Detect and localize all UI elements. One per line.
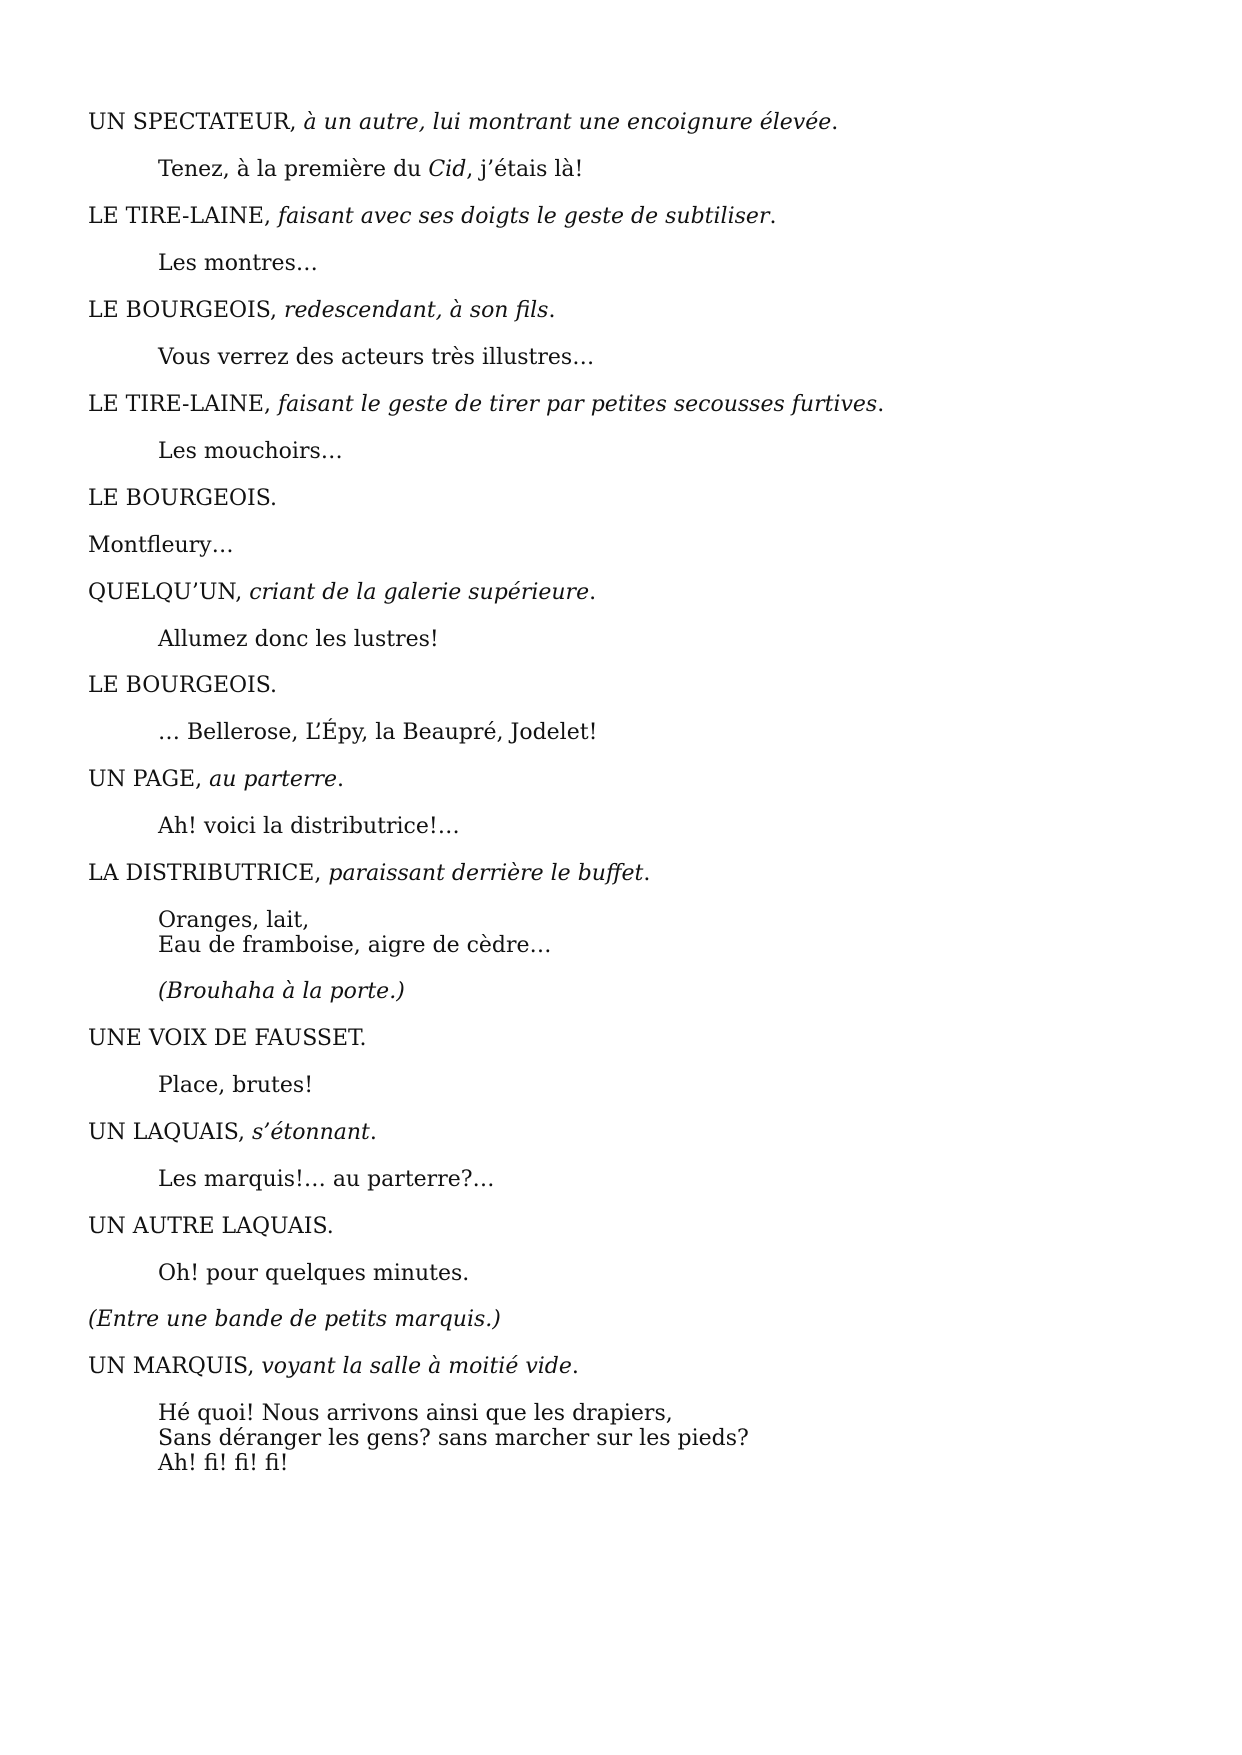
speaker-line: LE BOURGEOIS.	[88, 673, 278, 698]
dialogue-line: Ah! fi! fi! fi!	[158, 1451, 289, 1476]
speaker-line: UN MARQUIS, voyant la salle à moitié vide.	[88, 1354, 579, 1379]
speaker-line: LE BOURGEOIS.	[88, 486, 278, 511]
stage-direction: faisant le geste de tirer par petites secousses furtives	[278, 392, 878, 417]
speaker-name: UN LAQUAIS	[88, 1120, 239, 1145]
speaker-line: QUELQU’UN, criant de la galerie supérieure.	[88, 580, 597, 605]
stage-direction: faisant avec ses doigts le geste de subtiliser	[278, 204, 770, 229]
dialogue-line: … Bellerose, L’Épy, la Beaupré, Jodelet!	[158, 720, 598, 745]
speaker-line: UN LAQUAIS, s’étonnant.	[88, 1120, 377, 1145]
stage-direction: criant de la galerie supérieure	[249, 580, 590, 605]
stage-direction: (Entre une bande de petits marquis.)	[88, 1307, 501, 1332]
dialogue-line: Les marquis!… au parterre?…	[158, 1167, 495, 1192]
dialogue-line: Sans déranger les gens? sans marcher sur les pieds?	[158, 1426, 749, 1451]
dialogue-line: Oh! pour quelques minutes.	[158, 1261, 470, 1286]
dialogue-line: Eau de framboise, aigre de cèdre…	[158, 933, 552, 958]
speaker-name: UN SPECTATEUR	[88, 110, 290, 135]
speaker-line: UN PAGE, au parterre.	[88, 767, 345, 792]
dialogue-line: Les montres…	[158, 251, 318, 276]
dialogue-line: Hé quoi! Nous arrivons ainsi que les drapiers,	[158, 1401, 673, 1426]
speaker-line: LE TIRE-LAINE, faisant avec ses doigts le geste de subtiliser.	[88, 204, 777, 229]
speaker-name: UN PAGE	[88, 767, 196, 792]
dialogue-line: Vous verrez des acteurs très illustres…	[158, 345, 595, 370]
dialogue-line: Montfleury…	[88, 533, 234, 558]
speaker-name: LA DISTRIBUTRICE	[88, 861, 315, 886]
stage-direction: à un autre, lui montrant une encoignure élevée	[303, 110, 832, 135]
stage-direction: (Brouhaha à la porte.)	[158, 979, 405, 1004]
speaker-name: LE TIRE-LAINE	[88, 204, 264, 229]
dialogue-line: Tenez, à la première du Cid, j’étais là!	[158, 157, 584, 182]
stage-direction: voyant la salle à moitié vide	[261, 1354, 572, 1379]
speaker-line: LE BOURGEOIS, redescendant, à son fils.	[88, 298, 556, 323]
speaker-name: LE BOURGEOIS	[88, 298, 271, 323]
speaker-line: UNE VOIX DE FAUSSET.	[88, 1026, 367, 1051]
stage-direction: s’étonnant	[252, 1120, 370, 1145]
dialogue-line: Place, brutes!	[158, 1073, 314, 1098]
speaker-line: UN SPECTATEUR, à un autre, lui montrant une encoignure élevée.	[88, 110, 839, 135]
speaker-line: LE TIRE-LAINE, faisant le geste de tirer par petites secousses furtives.	[88, 392, 885, 417]
speaker-line: UN AUTRE LAQUAIS.	[88, 1214, 334, 1239]
speaker-line: LA DISTRIBUTRICE, paraissant derrière le buffet.	[88, 861, 651, 886]
dialogue-line: Oranges, lait,	[158, 908, 310, 933]
stage-direction: au parterre	[209, 767, 338, 792]
speaker-name: UN MARQUIS	[88, 1354, 248, 1379]
dialogue-line: Les mouchoirs…	[158, 439, 343, 464]
speaker-name: QUELQU’UN	[88, 580, 236, 605]
dialogue-line: Ah! voici la distributrice!…	[158, 814, 460, 839]
stage-direction: paraissant derrière le buffet	[328, 861, 644, 886]
speaker-name: LE TIRE-LAINE	[88, 392, 264, 417]
dialogue-line: Allumez donc les lustres!	[158, 627, 439, 652]
play-title: Cid	[428, 157, 467, 182]
stage-direction: redescendant, à son fils	[284, 298, 549, 323]
